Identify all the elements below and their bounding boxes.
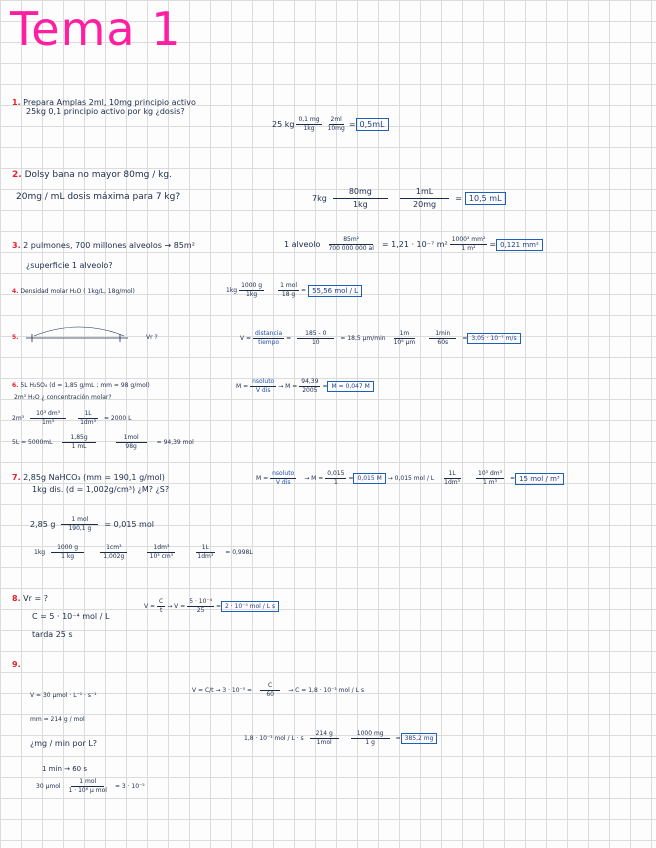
- p6-m-label-2: → M =: [278, 383, 298, 390]
- problem-9-line-1: V = 30 μmol · L⁻¹ · s⁻¹: [30, 692, 97, 699]
- p7-fraction-1: [442, 470, 462, 487]
- p9-r5-fraction: [67, 778, 109, 795]
- problem-3-number: 3.: [12, 241, 21, 250]
- p5-f3-num: 1m: [394, 330, 416, 339]
- p9-eqf-num: C: [260, 682, 280, 691]
- p6-r1f1-num: 10³ dm³: [30, 410, 66, 419]
- p7-r2f4-den: 1dm³: [197, 553, 214, 560]
- problem-5-sketch: [24, 322, 134, 344]
- p7-r2f3-num: 1dm³: [147, 544, 175, 553]
- p6-mf1-num: nsoluto: [252, 378, 275, 385]
- problem-5-solution: V = $\frac{\text{distancia}}{\text{tiempo}}$ = $\frac{185 - 0}{10}$ = 18,5 μm/min $\frac{1m}{\text{10⁶ μm}}$ $\frac{1\min}{60s}$ = 3,05 · 10⁻⁷ m/s: [240, 330, 521, 347]
- p1-f1-den: 1kg: [303, 125, 315, 132]
- p6-r1f2-num: 1L: [78, 410, 97, 419]
- p3-fraction-1: [326, 236, 375, 253]
- p7-r2-fraction-3: [147, 544, 175, 561]
- problem-7-number: 7.: [12, 473, 21, 482]
- p9-eq1: V = C/t → 3 · 10⁻⁵ =: [192, 687, 253, 694]
- problem-6-row-1: [12, 410, 131, 427]
- p1-f2-den: 10mg: [327, 125, 345, 132]
- problem-7-row-1: [30, 516, 154, 533]
- p2-fraction-2: [400, 186, 449, 211]
- p7-m-label: M =: [256, 475, 269, 482]
- problem-7-statement: [12, 472, 169, 496]
- problem-8-line-2: C = 5 · 10⁻⁴ mol / L: [32, 612, 110, 621]
- p4-f2-den: 18 g: [281, 291, 296, 298]
- p5-f4-num: 1min: [429, 330, 456, 339]
- p2-f1-num: 80mg: [333, 186, 388, 199]
- problem-6-line-1: 5L H₂SO₄ (d = 1,85 g/mL ; mm = 98 g/mol): [20, 382, 150, 389]
- problem-9-statement: [30, 684, 97, 782]
- problem-1-statement: [12, 98, 196, 116]
- p7-mf2-den: 1: [333, 479, 338, 486]
- p7-r2-fraction-2: [100, 544, 127, 561]
- p6-r2-start: 5L = 5000mL: [12, 439, 53, 446]
- problem-2-solution: 7kg $\frac{80mg}{1kg}$ $\frac{1mL}{20mg}$ = 10,5 mL: [312, 186, 506, 211]
- p3-f2-num: 1000² mm²: [451, 236, 486, 243]
- p8-f1-den: t: [159, 607, 163, 614]
- p7-r2-fraction-4: [195, 544, 215, 561]
- p7-r2-fraction-1: [51, 544, 84, 561]
- p7-f1-num: 1L: [444, 470, 461, 479]
- p3-f1-num: 85m²: [329, 236, 373, 245]
- problem-3-line-2: ¿superficie 1 alveolo?: [26, 261, 113, 270]
- p4-f2-num: 1 mol: [280, 282, 298, 289]
- problem-2-line-2: 20mg / mL dosis máxima para 7 kg?: [16, 192, 181, 202]
- p5-f4-den: 60s: [437, 339, 449, 346]
- p7-answer-box-2: 15 mol / m³: [515, 473, 564, 485]
- p6-r1-fraction-2: [78, 410, 98, 427]
- page-title: Tema 1: [10, 2, 182, 56]
- p2-f2-den: 20mg: [413, 200, 437, 209]
- p6-r2-fraction-2: [116, 434, 147, 451]
- p5-f2-num: 185 - 0: [297, 330, 334, 339]
- p8-fraction-1: [157, 598, 165, 615]
- p6-m-label: M =: [236, 383, 249, 390]
- p9-r2-fraction-2: [351, 730, 390, 747]
- p6-r2-fraction-1: [62, 434, 95, 451]
- p6-r1f1-den: 1m³: [42, 419, 55, 426]
- p6-m-fraction-2: [299, 378, 320, 395]
- problem-9-line-3: ¿mg / min por L?: [30, 739, 98, 748]
- p7-r2-result: = 0,998L: [225, 549, 253, 556]
- p7-r1-fraction: [61, 516, 98, 533]
- p8-f1-num: C: [159, 598, 164, 605]
- p7-r2f1-den: 1 kg: [61, 553, 75, 560]
- p7-r2f4-num: 1L: [196, 544, 215, 553]
- p4-fraction-1: [239, 282, 264, 299]
- p9-r2f1-den: 1mol: [316, 739, 332, 746]
- p5-f2-den: 10: [311, 339, 320, 346]
- p6-r1-fraction-1: [30, 410, 66, 427]
- p3-f2-den: 1 m²: [461, 245, 476, 252]
- p1-answer-box: 0,5mL: [356, 118, 389, 131]
- problem-2-line-1: Dolsy bana no mayor 80mg / kg.: [24, 170, 172, 180]
- p6-r2f2-num: 1mol: [116, 434, 147, 443]
- p7-m-label-2: → M =: [304, 475, 324, 482]
- p7-f2-num: 10³ dm³: [478, 470, 503, 477]
- p7-fraction-2: [476, 470, 504, 487]
- p7-f2-den: 1 m³: [483, 479, 498, 486]
- p8-answer-box: 2 · 10⁻⁵ mol / L s: [221, 601, 279, 612]
- p3-start: 1 alveolo: [284, 240, 321, 249]
- problem-1-solution: 25 kg $\frac{0,1 mg}{1kg}$ $\frac{2ml}{10mg}$ = 0,5mL: [272, 116, 389, 133]
- p6-mf2-num: 94,39: [301, 378, 319, 385]
- problem-7-molarity: M = $\frac{\text{nsoluto}}{\text{V dis}}$ → M = $\frac{0,015}{1}$ = 0,015 M → 0,015 mol / L $\frac{1L}{\text{1dm³}}$ $\frac{\text{10³ dm³}}{\text{1 m³}}$ = 15 mol / m³: [256, 470, 564, 487]
- p9-r5-start: 30 μmol: [36, 783, 61, 790]
- p9-r2f2-num: 1000 mg: [351, 730, 390, 739]
- p6-r1-start: 2m³: [12, 415, 25, 422]
- p6-mf2-den: 2005: [302, 387, 318, 394]
- problem-9-equation: [192, 682, 364, 699]
- problem-1-line-1: Prepara Amplas 2ml, 10mg principio activo: [23, 98, 196, 107]
- p7-mf1-num: nsoluto: [272, 470, 295, 477]
- p6-r2f1-den: 1 mL: [71, 443, 87, 450]
- problem-9-row-5: [36, 778, 145, 795]
- problem-9-line-4: 1 min → 60 s: [42, 765, 87, 773]
- p5-answer-box: 3,05 · 10⁻⁷ m/s: [467, 333, 520, 344]
- p4-f1-den: 1kg: [246, 291, 258, 298]
- problem-4-statement: [12, 288, 135, 295]
- problem-5-number-wrap: [12, 334, 18, 341]
- p4-f1-num: 1000 g: [241, 282, 263, 289]
- p9-answer-box: 385,2 mg: [401, 733, 438, 744]
- p5-fraction-2: [297, 330, 334, 347]
- problem-6-molarity: M = $\frac{\text{nsoluto}}{\text{V dis}}$ → M = $\frac{94,39}{2005}$ = M = 0,047 M: [236, 378, 374, 395]
- p4-answer-box: 55,56 mol / L: [308, 285, 362, 297]
- problem-8-number: 8.: [12, 594, 21, 603]
- problem-8-line-1: Vr = ?: [23, 594, 48, 603]
- p7-mf2-num: 0,015: [327, 470, 345, 477]
- problem-5-question: Vr ?: [146, 334, 158, 341]
- problem-2-statement: [12, 164, 180, 208]
- p7-m-fraction-1: [270, 470, 296, 487]
- problem-1-number: 1.: [12, 98, 21, 107]
- p5-start: V =: [240, 335, 252, 342]
- p9-r2-fraction-1: [310, 730, 339, 747]
- p7-r1-start: 2,85 g: [30, 520, 56, 529]
- p7-f1-den: 1dm³: [444, 479, 461, 486]
- p9-eq-fraction: [260, 682, 280, 699]
- problem-6-number: 6.: [12, 382, 19, 389]
- p7-r1f-den: 190,1 g: [68, 525, 92, 532]
- problem-9-number-wrap: [12, 660, 21, 669]
- p2-fraction-1: [333, 186, 388, 211]
- p1-f2-num: 2ml: [330, 116, 342, 123]
- p7-r1-result: = 0,015 mol: [104, 520, 154, 529]
- problem-3-statement: [12, 236, 195, 276]
- p8-mid: → V =: [167, 603, 186, 610]
- p6-mf1-den: V dis: [255, 387, 271, 394]
- problem-7-line-2: 1kg dis. (d = 1,002g/cm³) ¿M? ¿S?: [32, 485, 170, 494]
- p3-fraction-2: [450, 236, 488, 253]
- problem-3-line-1: 2 pulmones, 700 millones alveolos → 85m²: [23, 241, 195, 250]
- p6-m-fraction-1: [250, 378, 276, 395]
- p7-r2f2-num: 1cm³: [100, 544, 127, 553]
- p8-f2-num: 5 · 10⁻⁴: [189, 598, 212, 605]
- p9-eqf-den: 60: [266, 691, 274, 698]
- p9-r5f-num: 1 mol: [71, 778, 104, 787]
- p7-mf1-den: V dis: [275, 479, 291, 486]
- problem-7-line-1: 2,85g NaHCO₃ (mm = 190,1 g/mol): [23, 473, 165, 482]
- p9-r2-start: 1,8 · 10⁻³ mol / L · s: [244, 735, 304, 742]
- problem-7-row-2: [34, 544, 253, 561]
- p6-r2f1-num: 1,85g: [62, 434, 95, 443]
- problem-6-row-2: [12, 434, 194, 451]
- p2-start: 7kg: [312, 194, 327, 203]
- p9-r5-result: = 3 · 10⁻⁵: [114, 783, 145, 790]
- problem-8-statement: [12, 590, 109, 644]
- p9-r2f1-num: 214 g: [310, 730, 339, 739]
- problem-8-line-3: tarda 25 s: [32, 630, 73, 639]
- p7-r1f-num: 1 mol: [61, 516, 98, 525]
- p4-fraction-2: [278, 282, 299, 299]
- p7-middle: → 0,015 mol / L: [387, 475, 435, 482]
- p9-r5f-den: 1 · 10⁶ μ mol: [68, 787, 107, 794]
- p5-f3-den: 10⁶ μm: [393, 339, 416, 346]
- problem-1-line-2: 25kg 0,1 principio activo por kg ¿dosis?: [26, 107, 185, 116]
- p7-m-fraction-2: [325, 470, 346, 487]
- p1-start: 25 kg: [272, 120, 295, 129]
- p9-r2f2-den: 1 g: [365, 739, 375, 746]
- p6-r2f2-den: 98g: [125, 443, 137, 450]
- problem-2-number: 2.: [12, 170, 22, 180]
- p5-f1-den: tiempo: [258, 339, 280, 346]
- p6-r1-result: = 2000 L: [103, 415, 132, 422]
- problem-4-solution: 1kg $\frac{1000 g}{1kg}$ $\frac{\text{1 mol}}{18 g}$ = 55,56 mol / L: [226, 282, 362, 299]
- p7-r2f1-num: 1000 g: [51, 544, 84, 553]
- problem-6-statement: [12, 380, 150, 404]
- p5-fraction-4: [429, 330, 456, 347]
- p8-f2-den: 25: [196, 607, 205, 614]
- p5-fraction-3: [392, 330, 418, 347]
- p6-answer-box: M = 0,047 M: [327, 381, 373, 392]
- problem-8-solution: V = $\frac{C}{t}$ → V = $\frac{\text{5 · 10⁻⁴}}{25}$ = 2 · 10⁻⁵ mol / L s: [144, 598, 279, 615]
- p5-middle: = 18,5 μm/min: [340, 335, 386, 342]
- p7-r2f3-den: 10³ cm³: [149, 553, 174, 560]
- p7-answer-box-1: 0,015 M: [353, 473, 385, 484]
- p1-f1-num: 0,1 mg: [298, 116, 320, 123]
- p7-r2-start: 1kg: [34, 549, 46, 556]
- problem-4-line-1: Densidad molar H₂O ( 1kg/L, 18g/mol): [20, 288, 135, 295]
- p7-r2f2-den: 1,002g: [103, 553, 125, 560]
- problem-4-number: 4.: [12, 288, 19, 295]
- problem-9-row-2: 1,8 · 10⁻³ mol / L · s $\frac{214 g}{\text{1mol}}$ $\frac{1000 mg}{1 g}$ = 385,2 mg: [244, 730, 437, 747]
- p2-answer-box: 10,5 mL: [465, 192, 506, 205]
- p3-middle: = 1,21 · 10⁻⁷ m²: [381, 240, 448, 249]
- p8-start: V =: [144, 603, 156, 610]
- problem-3-solution: 1 alveolo $\frac{\text{85m²}}{700 000 000 al}$ = 1,21 · 10⁻⁷ m² $\frac{\text{1000² mm²}}{\text{1 m²}}$ = 0,121 mm²: [284, 236, 543, 253]
- p4-start: 1kg: [226, 287, 238, 294]
- p5-fraction-1: [253, 330, 284, 347]
- p1-fraction-1: [296, 116, 321, 133]
- p8-fraction-2: [187, 598, 214, 615]
- p2-f2-num: 1mL: [400, 186, 449, 199]
- p2-f1-den: 1kg: [352, 200, 368, 209]
- p5-f1-num: distancia: [255, 330, 283, 337]
- problem-5-number: 5.: [12, 334, 19, 341]
- problem-9-number: 9.: [12, 660, 21, 669]
- p6-r1f2-den: 1dm³: [80, 419, 96, 426]
- p9-eq2: → C = 1,8 · 10⁻³ mol / L s: [288, 687, 364, 694]
- p1-fraction-2: [326, 116, 347, 133]
- problem-9-line-2: mm = 214 g / mol: [30, 716, 85, 723]
- p6-r2-result: = 94,39 mol: [156, 439, 194, 446]
- p3-answer-box: 0,121 mm²: [496, 239, 543, 251]
- problem-6-line-2: 2m³ H₂O ¿ concentración molar?: [14, 394, 112, 401]
- p3-f1-den: 700 000 000 al: [328, 245, 374, 252]
